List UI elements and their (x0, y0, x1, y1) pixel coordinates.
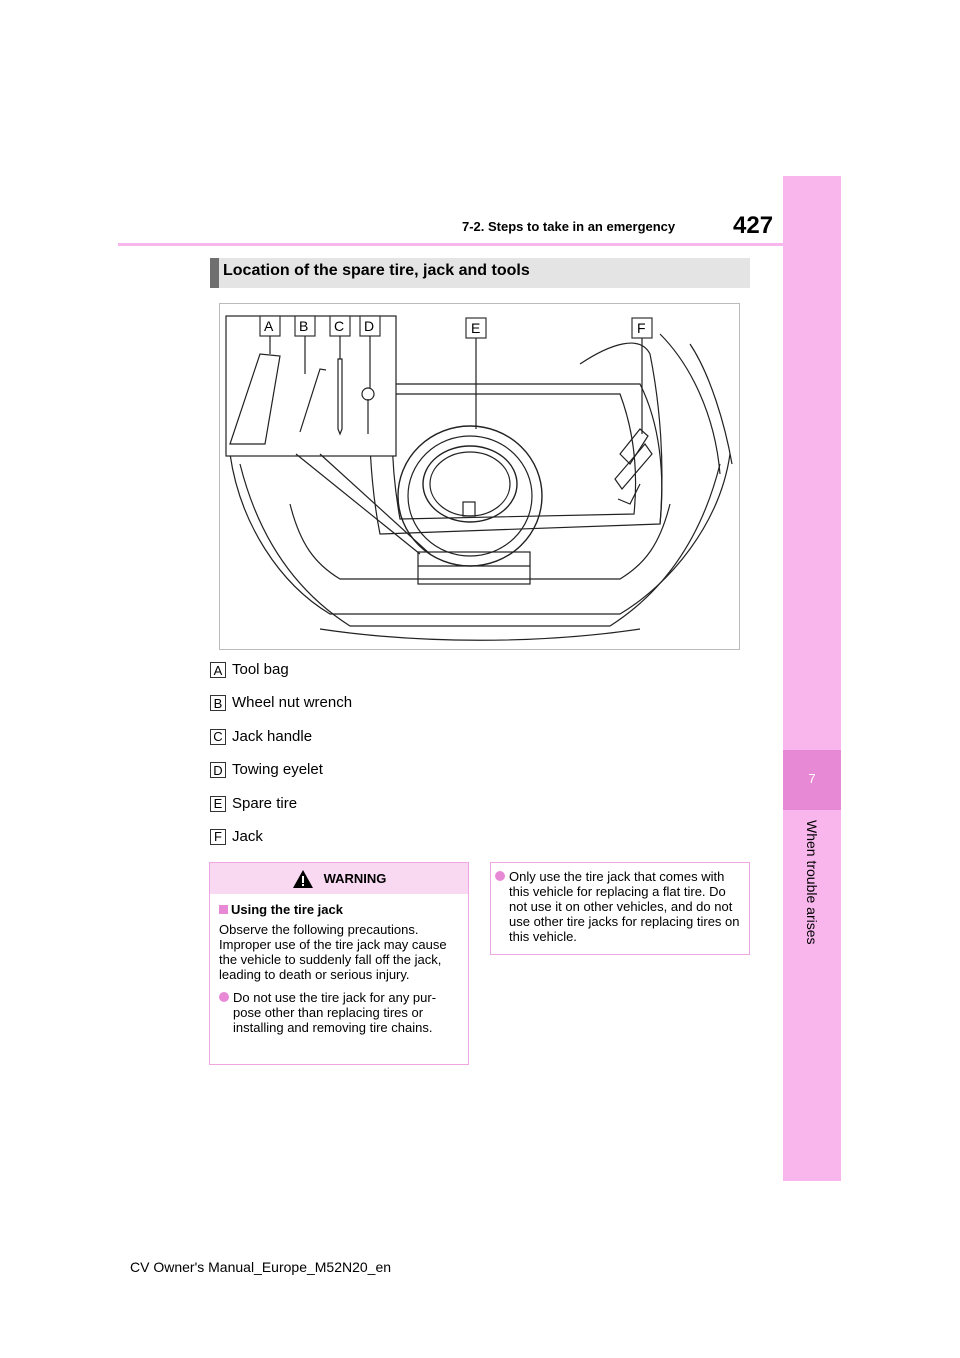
chapter-label: When trouble arises (804, 820, 820, 945)
legend-text: Wheel nut wrench (232, 694, 353, 712)
callout-E: E (471, 320, 481, 336)
callout-F: F (637, 320, 646, 336)
warning-header (210, 863, 468, 894)
warning-box (209, 862, 469, 1065)
trunk-illustration (219, 303, 740, 650)
warning-bullet (219, 990, 459, 1035)
legend-text: Towing eyelet (232, 761, 323, 779)
section-title: 7-2. Steps to take in an emergency (462, 219, 676, 234)
warning-subheading: Using the tire jack (219, 902, 459, 917)
callout-D: D (364, 318, 375, 334)
heading-accent (210, 258, 219, 288)
warning-bullet (495, 869, 741, 944)
callout-A: A (264, 318, 274, 334)
page-number: 427 (733, 212, 774, 239)
legend-key: C (210, 729, 226, 745)
warning-body (210, 894, 468, 1043)
page-footer: CV Owner's Manual_Europe_M52N20_en (130, 1259, 392, 1275)
warning-triangle-icon (292, 869, 314, 889)
warning-title: WARNING (323, 871, 387, 886)
legend-text: Spare tire (232, 794, 298, 812)
legend-item (210, 728, 352, 761)
legend-item (210, 761, 352, 794)
warning-box-continued (490, 862, 750, 955)
callout-C: C (334, 318, 345, 334)
legend-text: Tool bag (232, 661, 289, 678)
bullet-icon (219, 992, 229, 1002)
legend-text: Jack (232, 827, 263, 845)
legend-item (210, 661, 352, 694)
legend-key: E (210, 796, 226, 812)
chapter-side-tab (783, 176, 841, 1181)
chapter-number: 7 (808, 771, 816, 786)
section-heading (210, 258, 750, 288)
warning-bullet-text: Do not use the tire jack for any pur-pose other than replacing tires or installing and removing tire chains. (233, 990, 437, 1035)
legend-key: F (210, 829, 226, 845)
legend-item (210, 694, 352, 727)
warning-bullet-text: Only use the tire jack that comes with this vehicle for replacing a flat tire. Do not use it on other vehicles, and do not use other tire jacks for replacing tires on this vehicle. (509, 869, 740, 944)
legend-key: B (210, 695, 226, 711)
warning-intro: Observe the following precautions. Improper use of the tire jack may cause the vehicle to suddenly fall off the jack, leading to death or serious injury. (219, 922, 447, 982)
figure-legend (210, 661, 352, 861)
legend-item (210, 795, 352, 828)
legend-item (210, 828, 352, 861)
square-bullet-icon (219, 905, 228, 914)
legend-key: A (210, 662, 226, 678)
heading-text: Location of the spare tire, jack and tools (223, 262, 530, 279)
legend-key: D (210, 762, 226, 778)
trunk-drawing (220, 304, 739, 649)
callout-B: B (299, 318, 309, 334)
header-rule (118, 243, 783, 246)
jack-drawing (615, 429, 652, 504)
legend-text: Jack handle (232, 727, 313, 745)
bullet-icon (495, 871, 505, 881)
